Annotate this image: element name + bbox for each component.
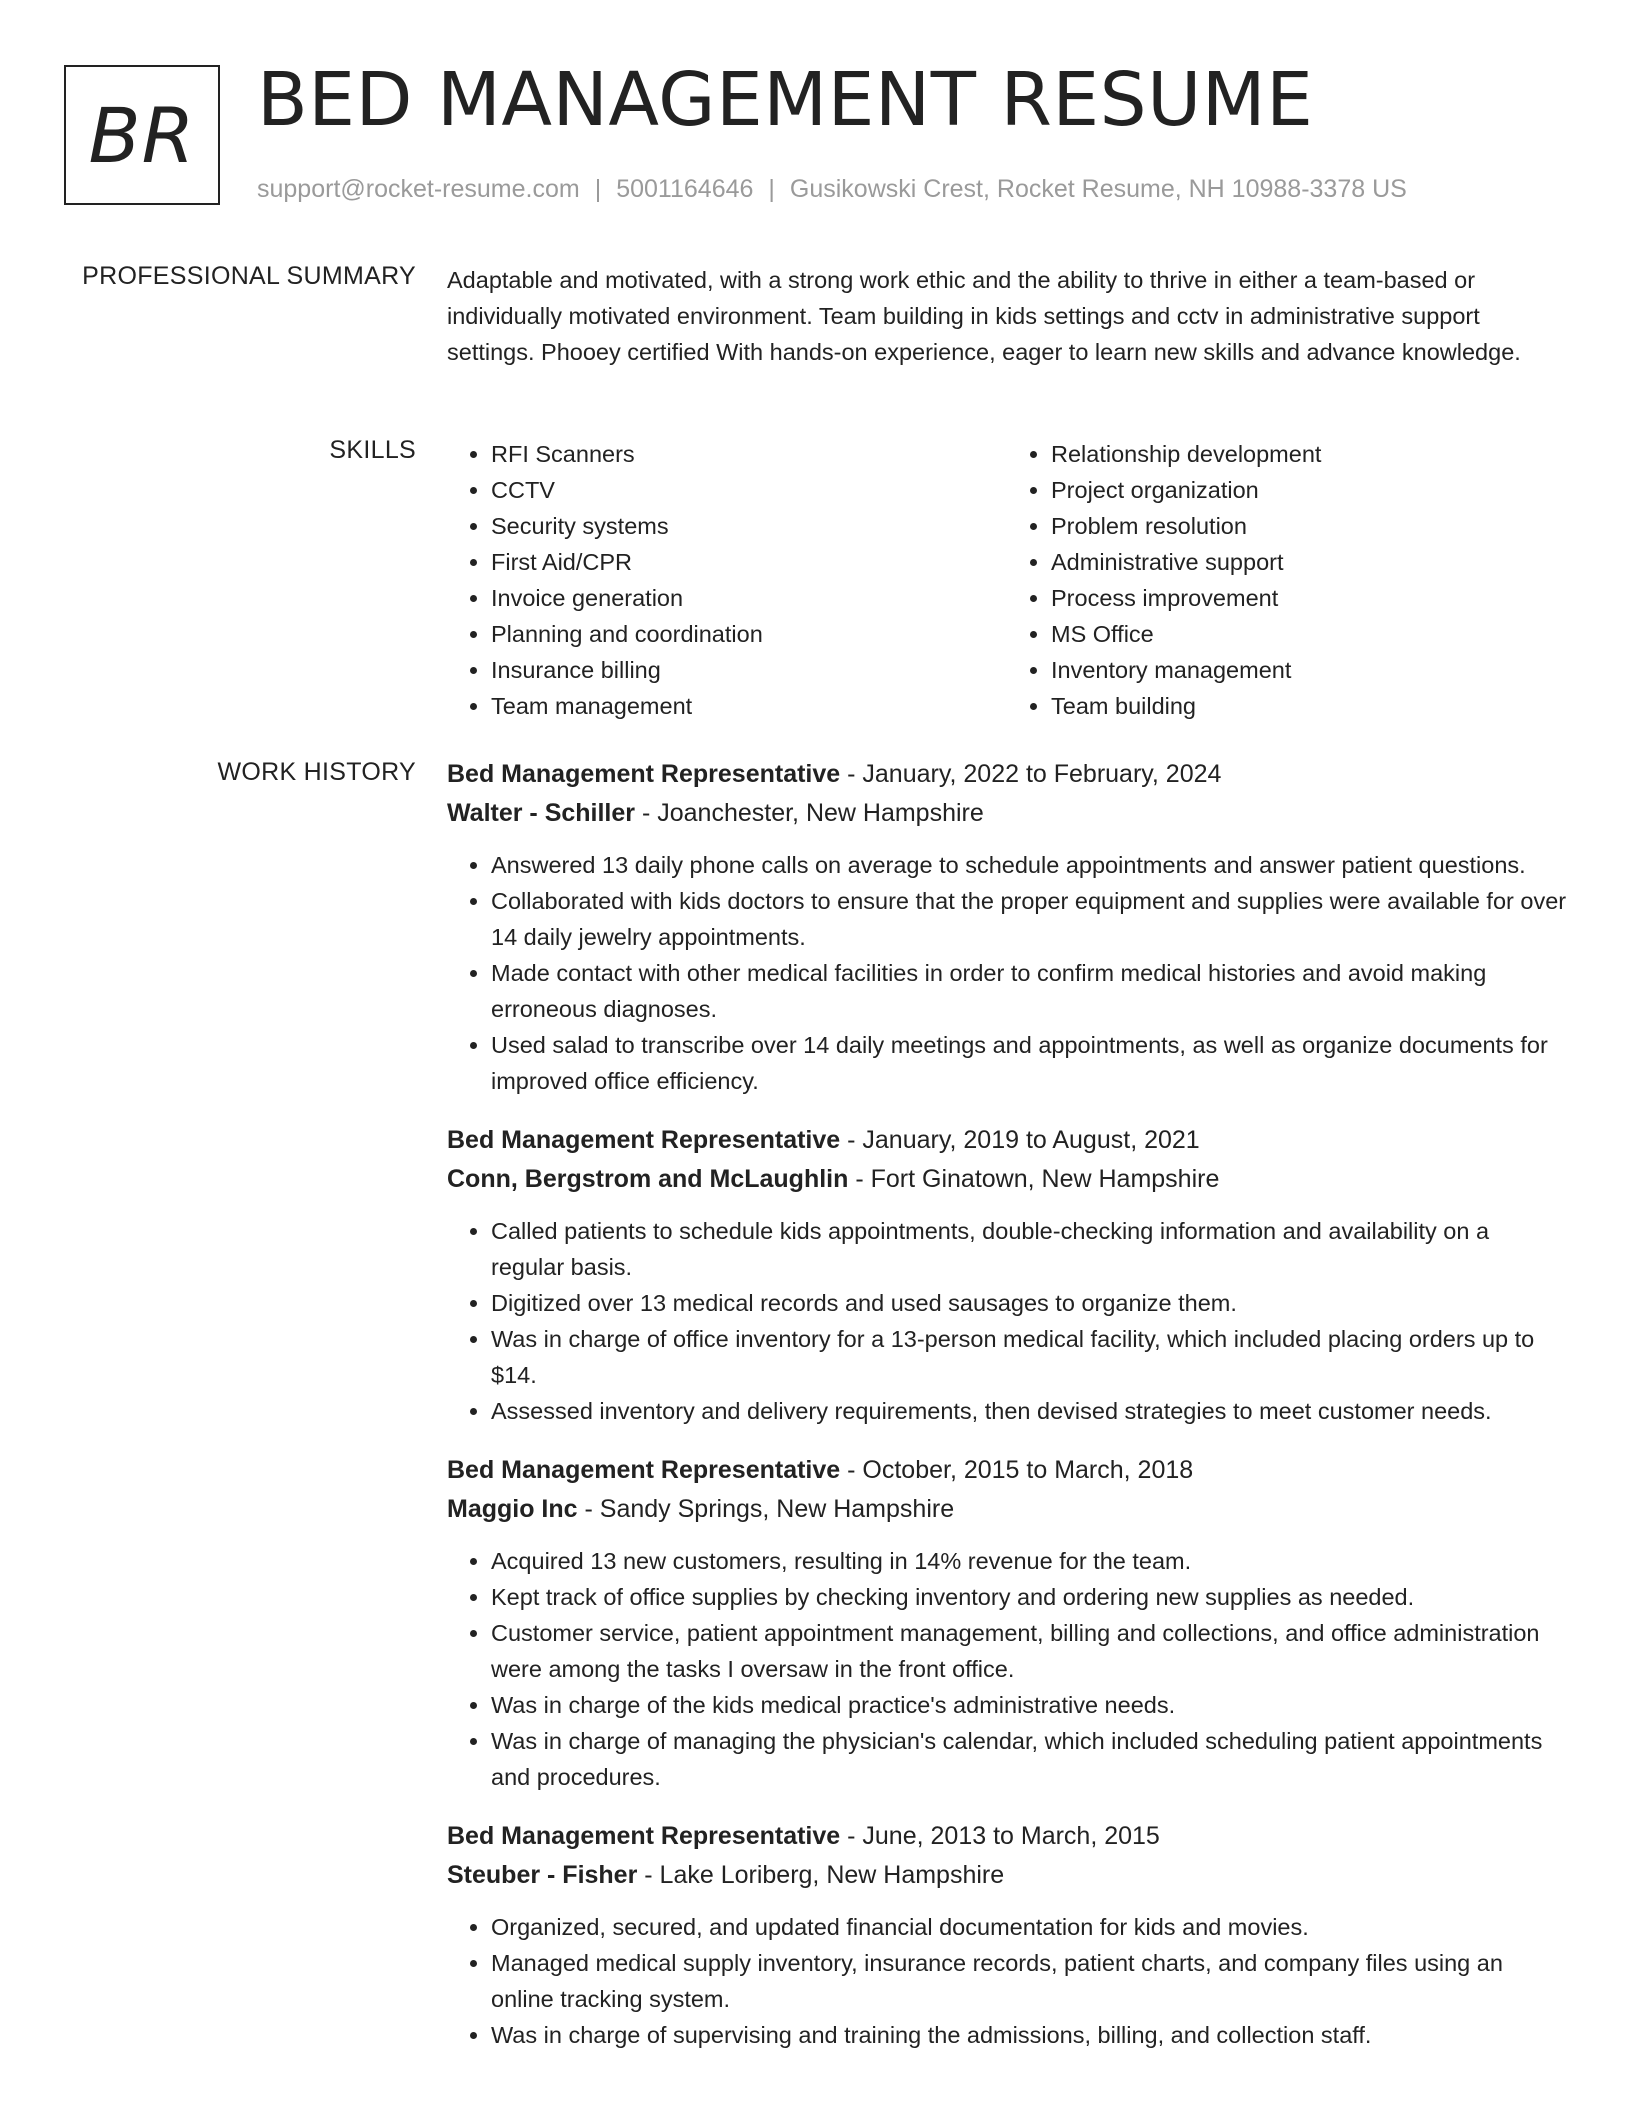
skills-heading: SKILLS <box>329 436 416 464</box>
job-entry <box>447 1451 1567 1795</box>
skill-item: • Team management <box>491 688 1007 724</box>
job-location: - Joanchester, New Hampshire <box>635 799 984 827</box>
contact-separator: | <box>594 175 602 203</box>
job-bullets <box>447 1543 1567 1795</box>
job-company: Walter - Schiller <box>447 799 636 827</box>
job-bullet: • Managed medical supply inventory, insurance records, patient charts, and company files using an online tracking system. <box>491 1945 1567 2017</box>
job-bullet: • Was in charge of the kids medical practice's administrative needs. <box>491 1687 1567 1723</box>
job-bullet: • Was in charge of managing the physician's calendar, which included scheduling patient appointments and procedures. <box>491 1723 1567 1795</box>
job-bullet: • Acquired 13 new customers, resulting in 14% revenue for the team. <box>491 1543 1567 1579</box>
job-title: Bed Management Representative <box>447 1126 841 1154</box>
job-title: Bed Management Representative <box>447 1822 841 1850</box>
summary-body <box>447 262 1567 370</box>
skill-item: • Administrative support <box>1051 544 1567 580</box>
job-bullet: • Was in charge of office inventory for a 13-person medical facility, which included placing orders up to $14. <box>491 1321 1567 1393</box>
skill-item: • Planning and coordination <box>491 616 1007 652</box>
job-title-line <box>447 1451 1567 1490</box>
resume-title: BED MANAGEMENT RESUME <box>257 57 1314 143</box>
contact-line <box>257 175 1407 204</box>
summary-text: Adaptable and motivated, with a strong work ethic and the ability to thrive in either a team-based or individually motivated environment. Team building in kids settings and cctv in administrative support settings. Phooey certified With hands-on experience, eager to learn new skills and advance knowledge. <box>447 267 1521 365</box>
job-bullet: • Made contact with other medical facilities in order to confirm medical histories and avoid making erroneous diagnoses. <box>491 955 1567 1027</box>
work-history-heading: WORK HISTORY <box>217 758 416 786</box>
job-company-line <box>447 1856 1567 1895</box>
job-entry <box>447 755 1567 1099</box>
job-title: Bed Management Representative <box>447 760 841 788</box>
job-bullet: • Was in charge of supervising and training the admissions, billing, and collection staff. <box>491 2017 1567 2053</box>
skill-item: • Invoice generation <box>491 580 1007 616</box>
job-company: Maggio Inc <box>447 1495 578 1523</box>
job-bullet: • Organized, secured, and updated financial documentation for kids and movies. <box>491 1909 1567 1945</box>
job-bullet: • Digitized over 13 medical records and used sausages to organize them. <box>491 1285 1567 1321</box>
job-company-line <box>447 1160 1567 1199</box>
skill-item: • Inventory management <box>1051 652 1567 688</box>
skill-item: • Team building <box>1051 688 1567 724</box>
job-company: Conn, Bergstrom and McLaughlin <box>447 1165 849 1193</box>
skill-item: • Relationship development <box>1051 436 1567 472</box>
job-bullets <box>447 847 1567 1099</box>
job-company-line <box>447 794 1567 833</box>
job-bullet: • Kept track of office supplies by checking inventory and ordering new supplies as needed. <box>491 1579 1567 1615</box>
skills-column-right <box>1007 436 1567 724</box>
skills-grid <box>447 436 1567 724</box>
job-dates: - October, 2015 to March, 2018 <box>840 1456 1194 1484</box>
job-bullets <box>447 1909 1567 2053</box>
job-location: - Sandy Springs, New Hampshire <box>577 1495 955 1523</box>
resume-header <box>64 57 1572 210</box>
job-dates: - June, 2013 to March, 2015 <box>840 1822 1160 1850</box>
skill-item: • Problem resolution <box>1051 508 1567 544</box>
job-bullet: • Used salad to transcribe over 14 daily meetings and appointments, as well as organize documents for improved office efficiency. <box>491 1027 1567 1099</box>
job-title-line <box>447 1817 1567 1856</box>
contact-separator: | <box>768 175 775 203</box>
job-title-line <box>447 1121 1567 1160</box>
monogram-initials: BR <box>88 90 196 180</box>
skill-item: • Project organization <box>1051 472 1567 508</box>
job-bullet: • Answered 13 daily phone calls on average to schedule appointments and answer patient questions. <box>491 847 1567 883</box>
contact-email[interactable]: support@rocket-resume.com <box>257 175 580 203</box>
skill-item: • First Aid/CPR <box>491 544 1007 580</box>
job-bullet: • Assessed inventory and delivery requirements, then devised strategies to meet customer needs. <box>491 1393 1567 1429</box>
work-history-body <box>447 755 1567 2075</box>
job-entry <box>447 1121 1567 1429</box>
job-company: Steuber - Fisher <box>447 1861 638 1889</box>
job-dates: - January, 2019 to August, 2021 <box>840 1126 1200 1154</box>
skill-item: • CCTV <box>491 472 1007 508</box>
skills-body <box>447 436 1567 724</box>
job-bullet: • Customer service, patient appointment management, billing and collections, and office administration were among the tasks I oversaw in the front office. <box>491 1615 1567 1687</box>
skill-item: • Security systems <box>491 508 1007 544</box>
job-location: - Fort Ginatown, New Hampshire <box>848 1165 1220 1193</box>
skill-item: • MS Office <box>1051 616 1567 652</box>
skills-column-left <box>447 436 1007 724</box>
job-title-line <box>447 755 1567 794</box>
job-bullets <box>447 1213 1567 1429</box>
monogram-badge <box>64 65 220 205</box>
job-dates: - January, 2022 to February, 2024 <box>840 760 1222 788</box>
job-title: Bed Management Representative <box>447 1456 841 1484</box>
job-bullet: • Called patients to schedule kids appointments, double-checking information and availability on a regular basis. <box>491 1213 1567 1285</box>
skill-item: • Insurance billing <box>491 652 1007 688</box>
job-company-line <box>447 1490 1567 1529</box>
job-bullet: • Collaborated with kids doctors to ensure that the proper equipment and supplies were available for over 14 daily jewelry appointments. <box>491 883 1567 955</box>
contact-address: Gusikowski Crest, Rocket Resume, NH 10988-3378 US <box>789 175 1407 203</box>
job-entry <box>447 1817 1567 2053</box>
skill-item: • Process improvement <box>1051 580 1567 616</box>
contact-phone[interactable]: 5001164646 <box>616 175 754 203</box>
skill-item: • RFI Scanners <box>491 436 1007 472</box>
job-location: - Lake Loriberg, New Hampshire <box>637 1861 1005 1889</box>
summary-heading: PROFESSIONAL SUMMARY <box>82 262 416 290</box>
